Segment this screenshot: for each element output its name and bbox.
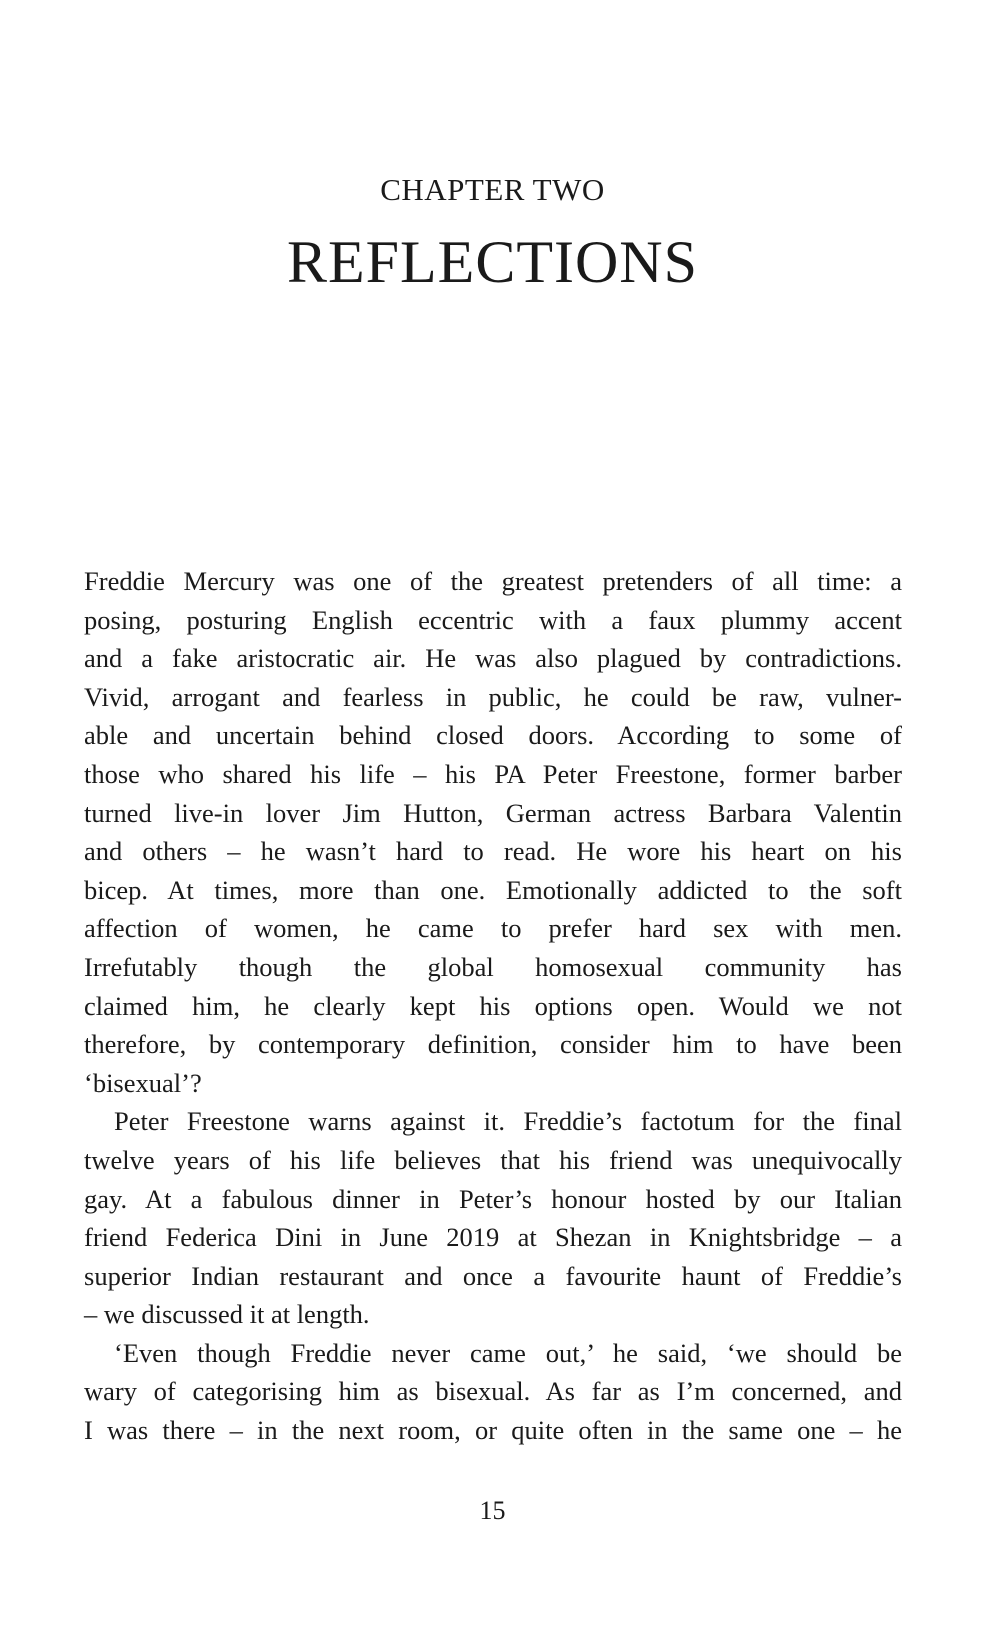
body-text	[84, 562, 902, 1450]
text-line: twelve years of his life believes that his friend was unequivocally	[84, 1144, 902, 1175]
text-line: affection of women, he came to prefer hard sex with men.	[84, 913, 902, 944]
text-line: therefore, by contemporary definition, consider him to have been	[84, 1029, 902, 1060]
text-line: friend Federica Dini in June 2019 at Shezan in Knightsbridge – a	[84, 1222, 902, 1253]
text-line: able and uncertain behind closed doors. According to some of	[84, 720, 902, 751]
text-line: I was there – in the next room, or quite often in the same one – he	[84, 1415, 902, 1446]
text-line: those who shared his life – his PA Peter Freestone, former barber	[84, 758, 902, 789]
page-number: 15	[479, 1496, 506, 1525]
paragraph	[84, 562, 902, 1102]
text-line: turned live-in lover Jim Hutton, German actress Barbara Valentin	[84, 797, 902, 828]
text-line: Irrefutably though the global homosexual community has	[84, 951, 902, 982]
text-line: posing, posturing English eccentric with a faux plummy accent	[84, 604, 902, 635]
text-line: and others – he wasn’t hard to read. He wore his heart on his	[84, 836, 902, 867]
text-line: ‘bisexual’?	[84, 1067, 202, 1098]
text-line: bicep. At times, more than one. Emotionally addicted to the soft	[84, 874, 902, 905]
text-line: gay. At a fabulous dinner in Peter’s honour hosted by our Italian	[84, 1183, 902, 1214]
text-line: superior Indian restaurant and once a favourite haunt of Freddie’s	[84, 1260, 902, 1291]
text-line: Vivid, arrogant and fearless in public, he could be raw, vulner-	[84, 681, 902, 712]
paragraph	[84, 1334, 902, 1450]
text-line: claimed him, he clearly kept his options open. Would we not	[84, 990, 902, 1021]
text-line: and a fake aristocratic air. He was also plagued by contradictions.	[84, 643, 902, 674]
chapter-label: CHAPTER TWO	[380, 172, 605, 207]
paragraph	[84, 1102, 902, 1334]
text-line: – we discussed it at length.	[84, 1299, 370, 1330]
text-line: Peter Freestone warns against it. Freddie’s factotum for the final	[114, 1106, 902, 1137]
text-line: wary of categorising him as bisexual. As far as I’m concerned, and	[84, 1376, 902, 1407]
chapter-title: REFLECTIONS	[286, 229, 699, 295]
text-line: Freddie Mercury was one of the greatest pretenders of all time: a	[84, 566, 902, 596]
text-line: ‘Even though Freddie never came out,’ he said, ‘we should be	[114, 1337, 902, 1368]
